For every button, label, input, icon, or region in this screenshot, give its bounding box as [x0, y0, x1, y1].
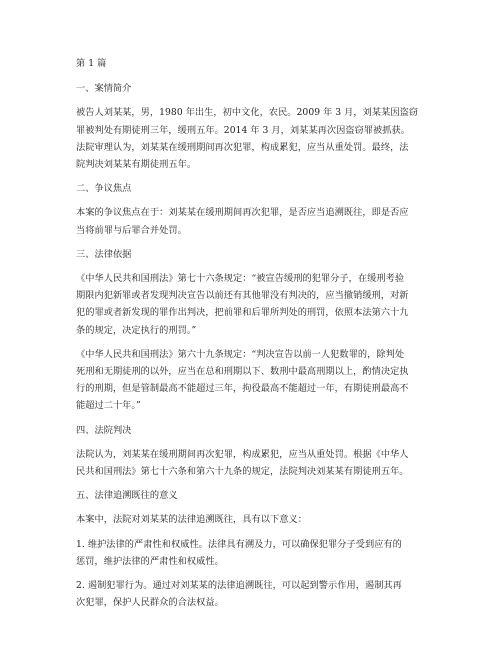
section-heading: 五、法律追溯既往的意义: [76, 490, 178, 502]
paragraph: [76, 446, 434, 480]
section-heading: 一、案情简介: [76, 83, 132, 95]
section-heading: 二、争议焦点: [76, 183, 132, 195]
paragraph-line: 《中华人民共和国刑法》第七十六条规定：“被宣告缓刑的犯罪分子，在缓刑考验: [76, 273, 405, 285]
document-title: 第 1 篇: [76, 58, 107, 69]
document-body: [76, 55, 434, 618]
paragraph-line: 1. 维护法律的严肃性和权威性。法律具有溯及力，可以确保犯罪分子受到应有的: [76, 538, 402, 550]
paragraph-line: 2. 遏制犯罪行为。通过对刘某某的法律追溯既往，可以起到警示作用，遏制其再: [76, 580, 402, 592]
paragraph: [76, 104, 434, 173]
section-heading: 三、法律依据: [76, 248, 132, 260]
paragraph-line: 死刑和无期徒刑的以外，应当在总和刑期以下、数刑中最高刑期以上，酌情决定执: [76, 366, 409, 378]
paragraph: [76, 511, 434, 528]
paragraph-line: 民共和国刑法》第七十六条和第六十九条的规定，法院判决刘某某有期徒刑五年。: [76, 466, 409, 478]
paragraph-line: 院判决刘某某有期徒刑五年。: [76, 159, 197, 171]
paragraph: [76, 577, 434, 611]
paragraph: [76, 346, 434, 415]
paragraph-line: 本案的争议焦点在于：刘某某在缓刑期间再次犯罪，是否应当追溯既往，即是否应: [76, 207, 409, 219]
section-heading: 四、法院判决: [76, 424, 132, 436]
paragraph-line: 法院审理认为，刘某某在缓刑期间再次犯罪，构成累犯，应当从重处罚。最终，法: [76, 141, 409, 153]
paragraph-line: 能超过二十年。”: [76, 400, 141, 412]
paragraph: [76, 536, 434, 570]
paragraph: [76, 270, 434, 339]
paragraph-line: 当将前罪与后罪合并处罚。: [76, 224, 187, 236]
paragraph-line: 期限内犯新罪或者发现判决宣告以前还有其他罪没有判决的，应当撤销缓刑，对新: [76, 290, 409, 302]
paragraph-line: 《中华人民共和国刑法》第六十九条规定：“判决宣告以前一人犯数罪的，除判处: [76, 348, 405, 360]
paragraph-line: 犯的罪或者新发现的罪作出判决，把前罪和后罪所判处的刑罚，依照本法第六十九: [76, 307, 409, 319]
paragraph-line: 罪被判处有期徒刑三年，缓刑五年。2014 年 3 月，刘某某再次因盗窃罪被抓获。: [76, 124, 410, 136]
paragraph-line: 法院认为，刘某某在缓刑期间再次犯罪，构成累犯，应当从重处罚。根据《中华人: [76, 448, 409, 460]
paragraph: [76, 204, 434, 238]
paragraph-line: 次犯罪，保护人民群众的合法权益。: [76, 597, 224, 609]
paragraph-line: 条的规定，决定执行的刑罚。”: [76, 324, 197, 336]
paragraph-line: 本案中，法院对刘某某的法律追溯既往，具有以下意义：: [76, 514, 307, 526]
paragraph-line: 行的刑期，但是管制最高不能超过三年，拘役最高不能超过一年，有期徒刑最高不: [76, 383, 409, 395]
paragraph-line: 惩罚，维护法律的严肃性和权威性。: [76, 555, 224, 567]
paragraph-line: 被告人刘某某，男，1980 年出生，初中文化，农民。2009 年 3 月，刘某某因盗窃: [76, 107, 419, 119]
